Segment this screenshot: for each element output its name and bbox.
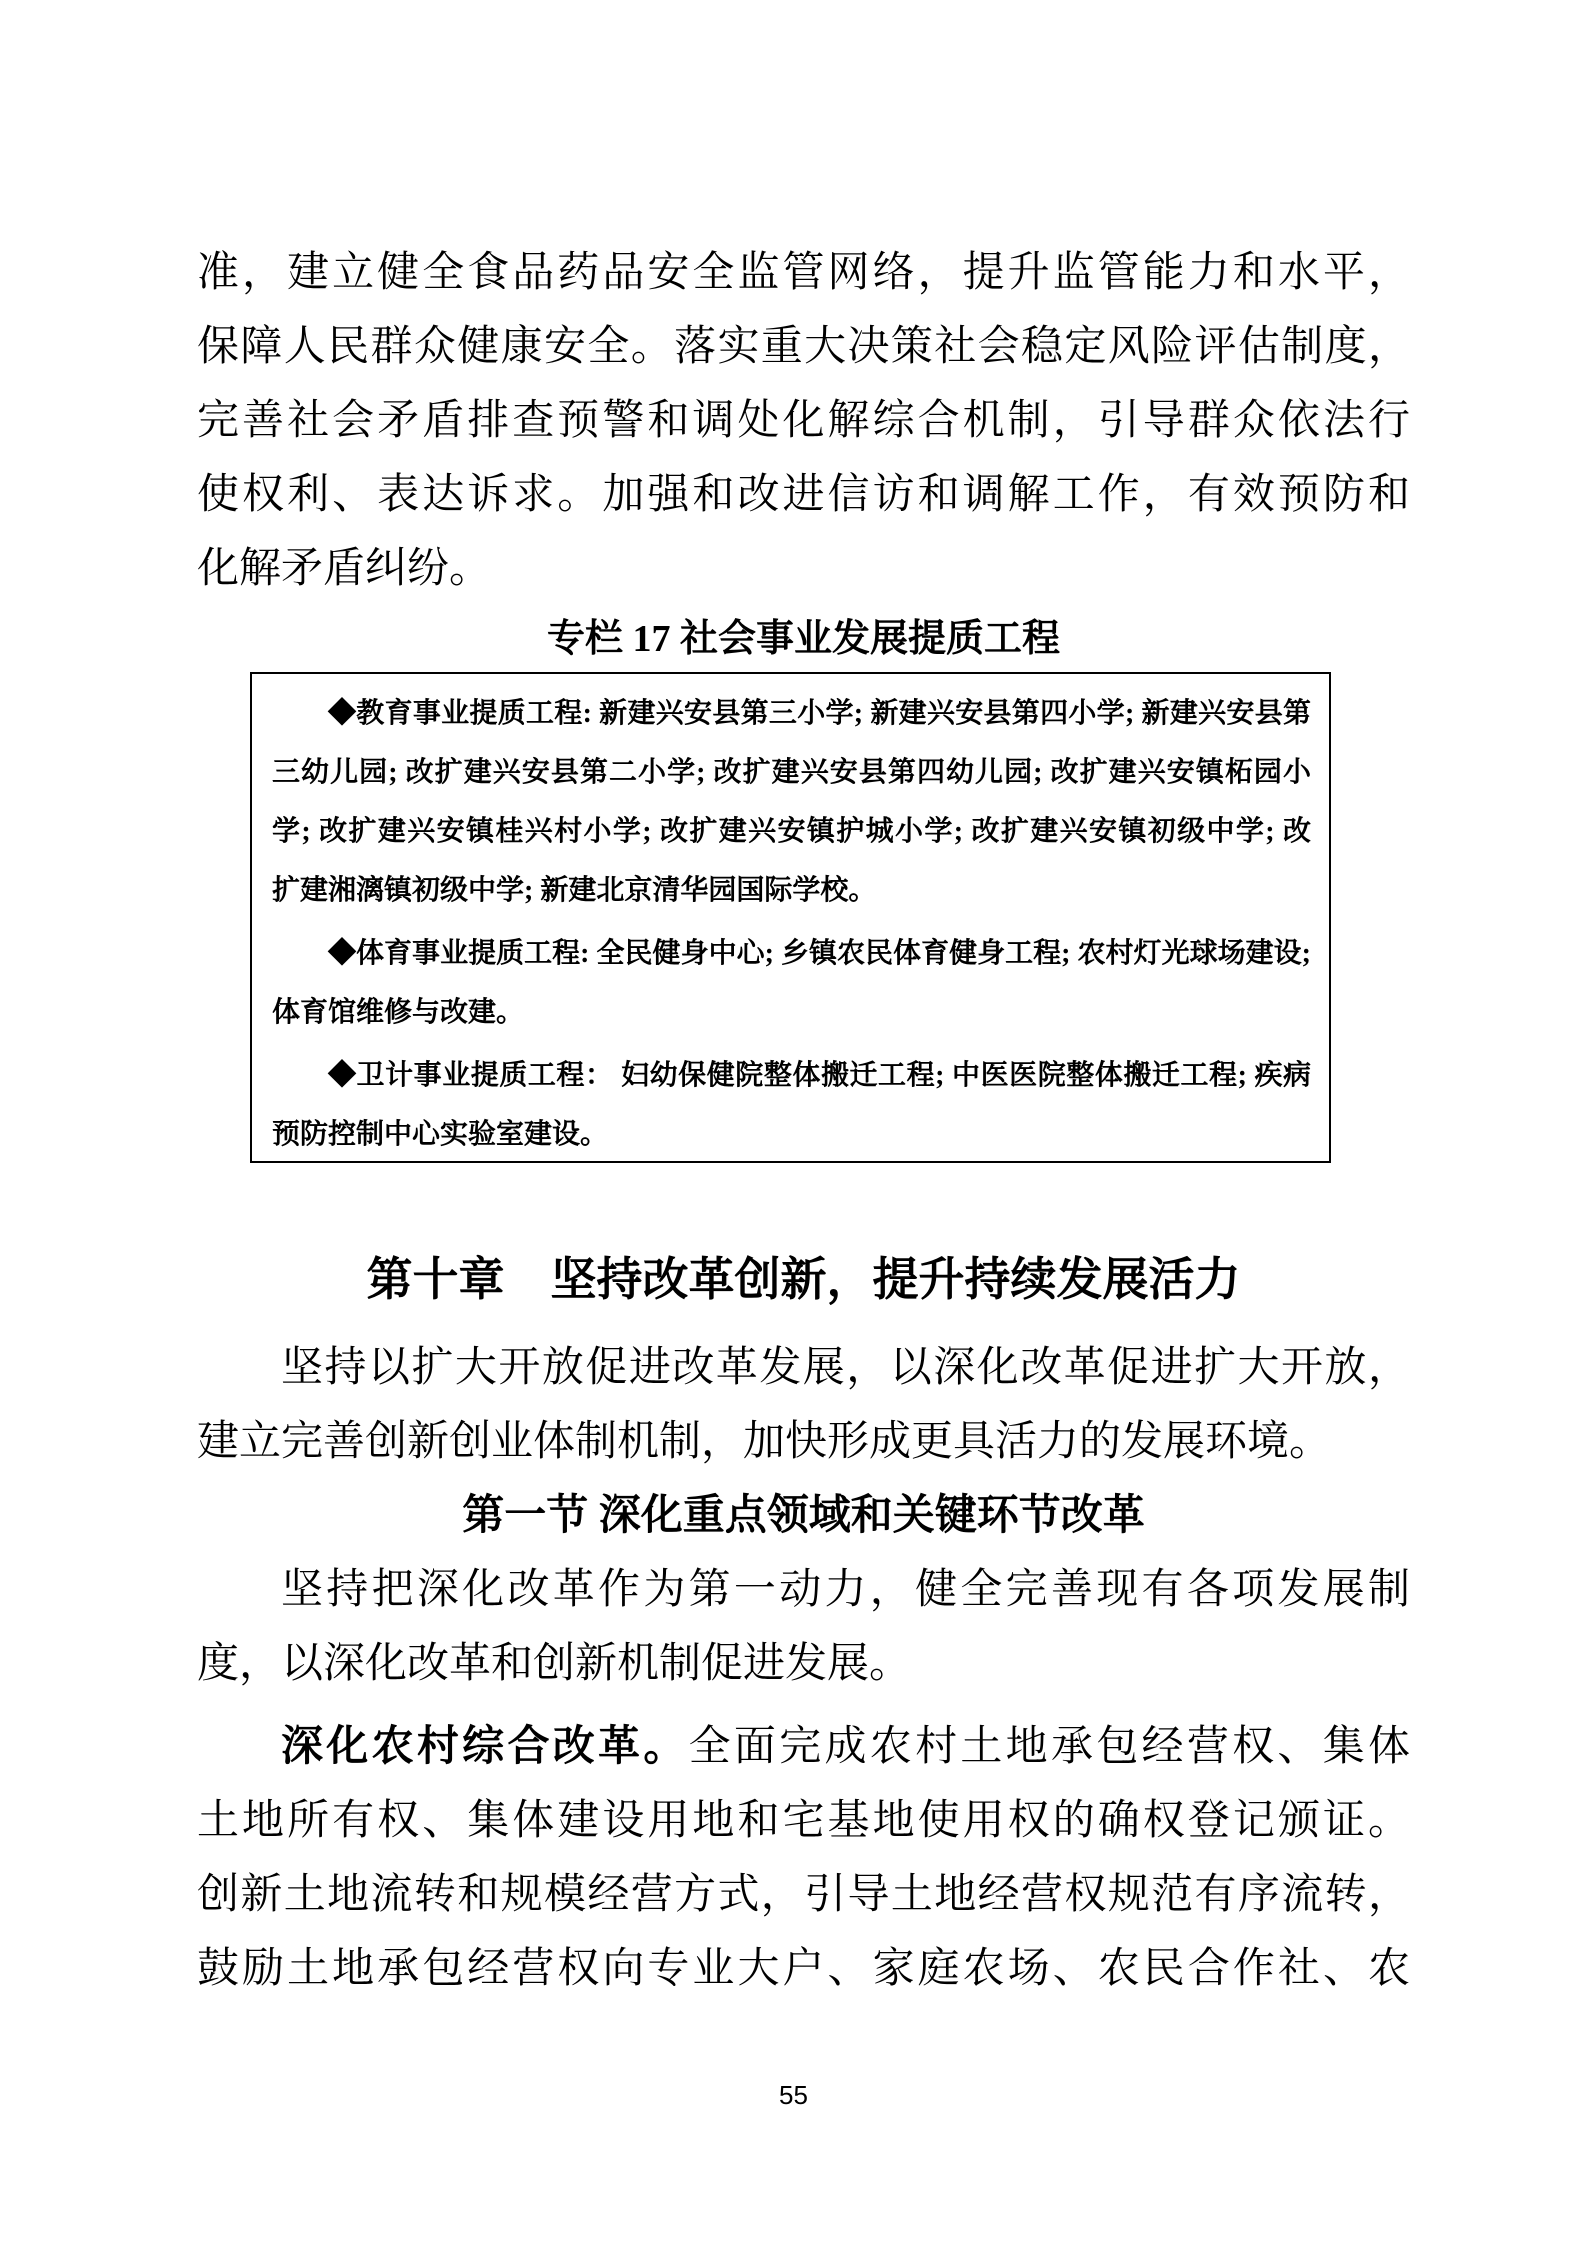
paragraph-line: 使权利、表达诉求。加强和改进信访和调解工作，有效预防和 — [197, 472, 1410, 518]
paragraph-line: 鼓励土地承包经营权向专业大户、家庭农场、农民合作社、农 — [197, 1946, 1410, 1992]
box-item-line: 扩建湘漓镇初级中学; 新建北京清华园国际学校。 — [272, 875, 877, 906]
paragraph-line: 准，建立健全食品药品安全监管网络，提升监管能力和水平， — [197, 250, 1410, 296]
chapter-heading: 第十章 坚持改革创新，提升持续发展活力 — [366, 1254, 1241, 1305]
paragraph-line: 建立完善创新创业体制机制，加快形成更具活力的发展环境。 — [197, 1419, 1332, 1465]
box-item-line: 体育馆维修与改建。 — [272, 997, 525, 1028]
feature-box — [250, 672, 1331, 1163]
body-paragraph-2 — [197, 1331, 1410, 1479]
body-paragraph-4 — [197, 1710, 1410, 2006]
box-item-line: ◆体育事业提质工程: 全民健身中心; 乡镇农民体育健身工程; 农村灯光球场建设; — [328, 938, 1311, 969]
box-item-line: ◆卫计事业提质工程： 妇幼保健院整体搬迁工程; 中医医院整体搬迁工程; 疾病 — [328, 1060, 1311, 1091]
page-content — [197, 0, 1410, 2006]
paragraph-line-text: 全面完成农村土地承包经营权、集体 — [688, 1724, 1410, 1770]
box-item-line: 学; 改扩建兴安镇桂兴村小学; 改扩建兴安镇护城小学; 改扩建兴安镇初级中学; 改 — [272, 816, 1311, 847]
page-number: 55 — [779, 2080, 808, 2110]
box-item-education — [272, 684, 1311, 920]
paragraph-line: 坚持把深化改革作为第一动力，健全完善现有各项发展制 — [281, 1567, 1410, 1613]
box-item-line: 预防控制中心实验室建设。 — [272, 1119, 609, 1150]
box-item-sports — [272, 924, 1311, 1042]
box-item-line: ◆教育事业提质工程: 新建兴安县第三小学; 新建兴安县第四小学; 新建兴安县第 — [328, 698, 1311, 729]
paragraph-line: 创新土地流转和规模经营方式，引导土地经营权规范有序流转， — [197, 1872, 1410, 1918]
paragraph-line: 度，以深化改革和创新机制促进发展。 — [197, 1641, 912, 1687]
paragraph-lead-bold: 深化农村综合改革。 — [281, 1724, 689, 1770]
paragraph-line: 坚持以扩大开放促进改革发展，以深化改革促进扩大开放， — [281, 1345, 1410, 1391]
column-box-title: 专栏 17 社会事业发展提质工程 — [546, 618, 1060, 660]
paragraph-line: 完善社会矛盾排查预警和调处化解综合机制，引导群众依法行 — [197, 398, 1410, 444]
body-paragraph-1 — [197, 236, 1410, 606]
box-item-line: 三幼儿园; 改扩建兴安县第二小学; 改扩建兴安县第四幼儿园; 改扩建兴安镇柘园小 — [272, 757, 1311, 788]
section-heading: 第一节 深化重点领域和关键环节改革 — [462, 1493, 1145, 1539]
paragraph-line: 土地所有权、集体建设用地和宅基地使用权的确权登记颁证。 — [197, 1798, 1410, 1844]
paragraph-line: 保障人民群众健康安全。落实重大决策社会稳定风险评估制度， — [197, 324, 1410, 370]
box-item-health — [272, 1046, 1311, 1163]
paragraph-line — [197, 1710, 1410, 1784]
paragraph-line: 化解矛盾纠纷。 — [197, 546, 492, 592]
body-paragraph-3 — [197, 1553, 1410, 1701]
